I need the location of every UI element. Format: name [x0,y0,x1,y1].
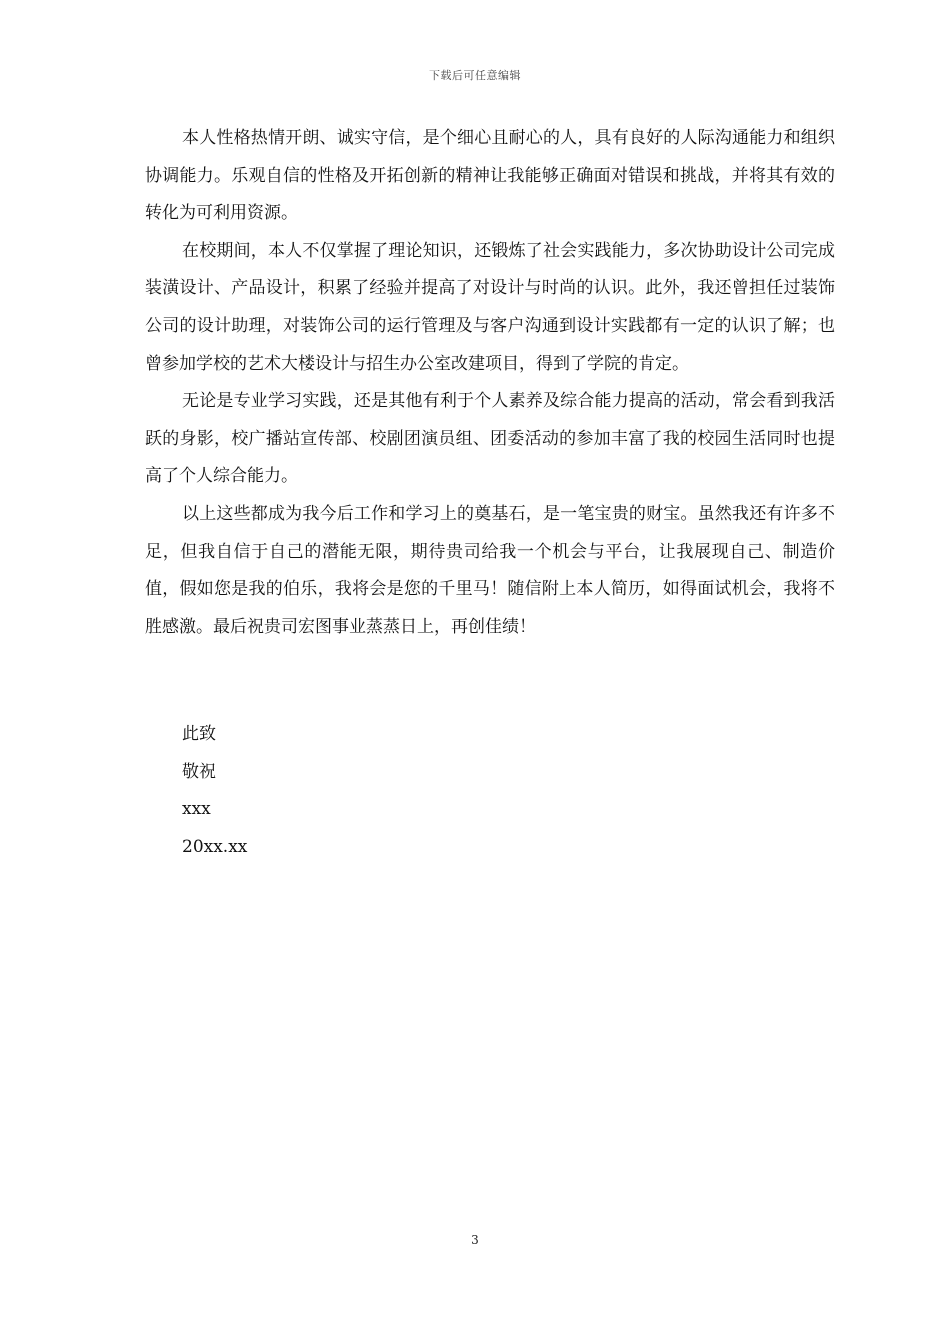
page-header: 下载后可任意编辑 [429,69,521,82]
letter-closing [182,716,247,866]
closing-salutation: 此致 [182,724,216,744]
signature-date: 20xx.xx [182,836,248,857]
signature-name: xxx [182,799,211,820]
paragraph-school-experience: 在校期间，本人不仅掌握了理论知识，还锻炼了社会实践能力，多次协助设计公司完成装潢设计、产品设计，积累了经验并提高了对设计与时尚的认识。此外，我还曾担任过装饰公司的设计助理，对装饰公司的运行管理及与客户沟通到设计实践都有一定的认识了解；也曾参加学校的艺术大楼设计与招生办公室改建项目，得到了学院的肯定。 [145,240,835,374]
paragraph-conclusion: 以上这些都成为我今后工作和学习上的奠基石，是一笔宝贵的财宝。虽然我还有许多不足，但我自信于自己的潜能无限，期待贵司给我一个机会与平台，让我展现自己、制造价值，假如您是我的伯乐，我将会是您的千里马！随信附上本人简历，如得面试机会，我将不胜感激。最后祝贵司宏图事业蒸蒸日上，再创佳绩！ [145,503,835,637]
page-number: 3 [471,1233,479,1247]
paragraph-personality: 本人性格热情开朗、诚实守信，是个细心且耐心的人，具有良好的人际沟通能力和组织协调能力。乐观自信的性格及开拓创新的精神让我能够正确面对错误和挑战，并将其有效的转化为可利用资源。 [145,128,835,224]
letter-body [145,120,835,646]
paragraph-activities: 无论是专业学习实践，还是其他有利于个人素养及综合能力提高的活动，常会看到我活跃的身影，校广播站宣传部、校剧团演员组、团委活动的参加丰富了我的校园生活同时也提高了个人综合能力。 [145,391,835,487]
closing-regards: 敬祝 [182,761,216,782]
